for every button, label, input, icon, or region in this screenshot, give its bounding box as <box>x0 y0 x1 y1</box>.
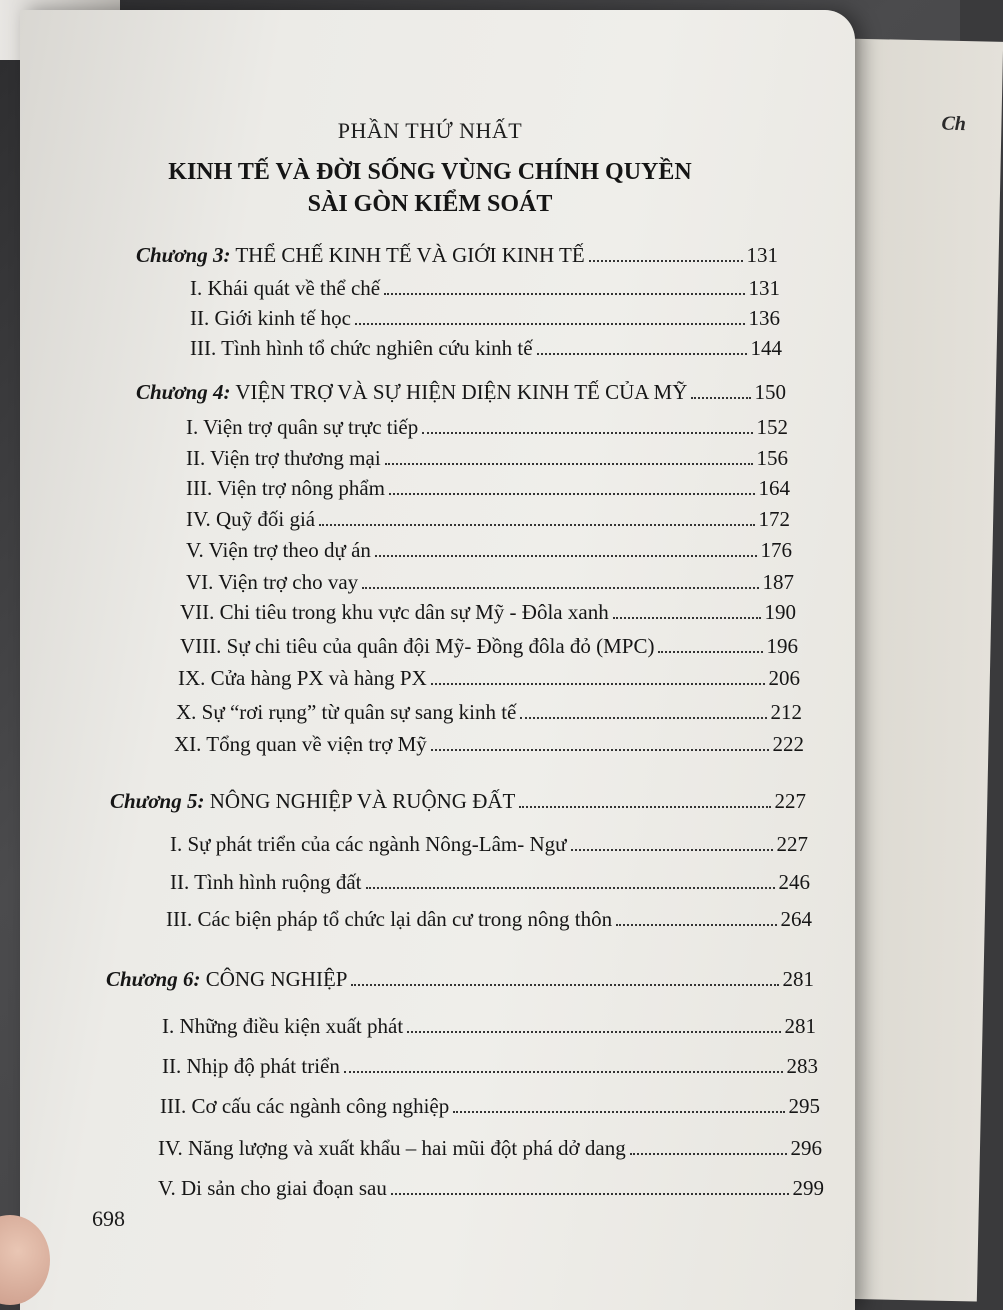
dot-leader <box>391 1193 789 1195</box>
section-page: 190 <box>764 600 796 624</box>
dot-leader <box>537 353 747 355</box>
toc-section-row <box>170 832 808 857</box>
section-title: II. Tình hình ruộng đất <box>170 870 362 894</box>
dot-leader <box>366 887 775 889</box>
section-title: II. Nhịp độ phát triển <box>162 1054 340 1078</box>
toc-section-row <box>160 1094 820 1119</box>
toc-section-row <box>186 476 790 501</box>
toc-section-row <box>170 870 810 895</box>
toc-chapter-row <box>110 789 806 814</box>
section-page: 196 <box>766 634 798 658</box>
dot-leader <box>519 806 770 808</box>
section-title: III. Cơ cấu các ngành công nghiệp <box>160 1094 450 1118</box>
section-page: 136 <box>748 306 780 330</box>
section-title: VII. Chi tiêu trong khu vực dân sự Mỹ - Đôla xanh <box>180 600 609 624</box>
section-title: VIII. Sự chi tiêu của quân đội Mỹ- Đồng đôla đỏ (MPC) <box>180 634 655 658</box>
chapter-page: 131 <box>746 243 778 267</box>
chapter-title: VIỆN TRỢ VÀ SỰ HIỆN DIỆN KINH TẾ CỦA MỸ <box>235 380 688 404</box>
chapter-page: 227 <box>774 789 806 813</box>
section-title: IV. Quỹ đối giá <box>186 507 316 531</box>
chapter-title: CÔNG NGHIỆP <box>205 967 348 991</box>
section-page: 295 <box>788 1094 820 1118</box>
section-title: II. Viện trợ thương mại <box>186 446 381 470</box>
dot-leader <box>520 717 766 719</box>
dot-leader <box>691 397 750 399</box>
dot-leader <box>351 984 778 986</box>
toc-section-row <box>190 276 780 301</box>
toc-section-row <box>158 1136 822 1161</box>
chapter-number: Chương 3: <box>136 243 231 267</box>
toc-section-row <box>174 732 804 757</box>
toc-chapter-row <box>106 967 814 992</box>
toc-section-row <box>190 306 780 331</box>
section-title: I. Viện trợ quân sự trực tiếp <box>186 415 419 439</box>
toc-section-row <box>178 666 800 691</box>
dot-leader <box>431 683 765 685</box>
dot-leader <box>571 849 773 851</box>
section-page: 144 <box>750 336 782 360</box>
toc-chapter-row <box>136 380 786 405</box>
dot-leader <box>630 1153 787 1155</box>
part-title-line1: KINH TẾ VÀ ĐỜI SỐNG VÙNG CHÍNH QUYỀN <box>168 159 692 185</box>
section-title: X. Sự “rơi rụng” từ quân sự sang kinh tế <box>176 700 517 724</box>
chapter-title: NÔNG NGHIỆP VÀ RUỘNG ĐẤT <box>209 789 516 813</box>
page-number: 698 <box>92 1206 125 1231</box>
dot-leader <box>658 651 762 653</box>
dot-leader <box>344 1071 783 1073</box>
dot-leader <box>362 587 758 589</box>
toc-section-row <box>166 907 812 932</box>
dot-leader <box>384 293 744 295</box>
section-page: 296 <box>790 1136 822 1160</box>
toc-section-row <box>162 1014 816 1039</box>
toc-section-row <box>158 1176 824 1201</box>
section-title: III. Các biện pháp tổ chức lại dân cư trong nông thôn <box>166 907 613 931</box>
dot-leader <box>407 1031 780 1033</box>
section-title: III. Tình hình tổ chức nghiên cứu kinh tế <box>190 336 533 360</box>
dot-leader <box>453 1111 784 1113</box>
section-title: II. Giới kinh tế học <box>190 306 351 330</box>
toc-section-row <box>186 446 788 471</box>
section-page: 283 <box>786 1054 818 1078</box>
section-page: 172 <box>758 507 790 531</box>
section-title: V. Viện trợ theo dự án <box>186 538 371 562</box>
toc-section-row <box>176 700 802 725</box>
section-title: XI. Tổng quan về viện trợ Mỹ <box>174 732 427 756</box>
toc-section-row <box>162 1054 818 1079</box>
section-page: 156 <box>756 446 788 470</box>
section-title: I. Những điều kiện xuất phát <box>162 1014 404 1038</box>
section-page: 264 <box>780 907 812 931</box>
toc-section-row <box>180 634 798 659</box>
facing-page-heading: Ch <box>941 112 967 136</box>
section-page: 187 <box>762 570 794 594</box>
section-page: 222 <box>772 732 804 756</box>
section-page: 206 <box>768 666 800 690</box>
dot-leader <box>613 617 761 619</box>
section-title: IV. Năng lượng và xuất khẩu – hai mũi đột phá dở dang <box>158 1136 626 1160</box>
dot-leader <box>616 924 776 926</box>
section-page: 281 <box>784 1014 816 1038</box>
toc-section-row <box>186 507 790 532</box>
section-title: III. Viện trợ nông phẩm <box>186 476 385 500</box>
toc-section-row <box>186 538 792 563</box>
toc-section-row <box>180 600 796 625</box>
section-title: I. Khái quát về thể chế <box>190 276 381 300</box>
toc-section-row <box>186 415 788 440</box>
dot-leader <box>422 432 752 434</box>
chapter-number: Chương 5: <box>110 789 205 813</box>
section-title: V. Di sản cho giai đoạn sau <box>158 1176 387 1200</box>
part-title-line2: SÀI GÒN KIỂM SOÁT <box>307 191 553 217</box>
dot-leader <box>385 463 753 465</box>
section-title: I. Sự phát triển của các ngành Nông-Lâm- Ngư <box>170 832 567 856</box>
dot-leader <box>375 555 757 557</box>
dot-leader <box>355 323 745 325</box>
section-page: 131 <box>748 276 780 300</box>
toc-chapter-row <box>136 243 778 268</box>
dot-leader <box>431 749 769 751</box>
section-page: 164 <box>758 476 790 500</box>
section-page: 176 <box>760 538 792 562</box>
section-page: 227 <box>776 832 808 856</box>
chapter-page: 281 <box>782 967 814 991</box>
section-page: 152 <box>756 415 788 439</box>
dot-leader <box>589 260 743 262</box>
chapter-number: Chương 6: <box>106 967 201 991</box>
part-label: PHẦN THỨ NHẤT <box>337 118 523 143</box>
chapter-title: THỂ CHẾ KINH TẾ VÀ GIỚI KINH TẾ <box>235 243 585 267</box>
section-page: 299 <box>792 1176 824 1200</box>
dot-leader <box>319 524 754 526</box>
dot-leader <box>389 493 755 495</box>
toc-section-row <box>190 336 782 361</box>
section-title: VI. Viện trợ cho vay <box>186 570 359 594</box>
section-page: 212 <box>770 700 802 724</box>
chapter-number: Chương 4: <box>136 380 231 404</box>
chapter-page: 150 <box>754 380 786 404</box>
section-page: 246 <box>778 870 810 894</box>
section-title: IX. Cửa hàng PX và hàng PX <box>178 666 427 690</box>
toc-section-row <box>186 570 794 595</box>
